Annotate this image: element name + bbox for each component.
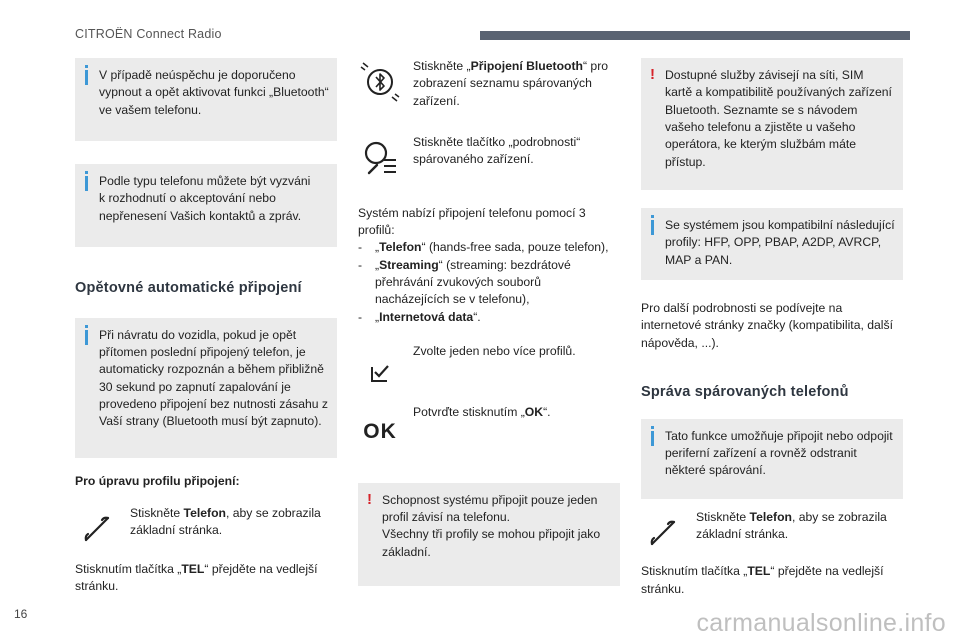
- section-heading-paired-phones: Správa spárovaných telefonů: [641, 383, 849, 400]
- paragraph-tel: Stisknutím tlačítka „TEL“ přejděte na vedlejší stránku.: [641, 564, 884, 596]
- info-box-auto-reconnect: [75, 318, 337, 458]
- page-number: 16: [14, 607, 28, 621]
- step-text: Potvrďte stisknutím „OK“.: [413, 405, 551, 420]
- ok-label: OK: [363, 420, 397, 444]
- info-box-compatible-profiles: [641, 208, 903, 280]
- step-telefon: [641, 509, 903, 544]
- step-text: Stiskněte „Připojení Bluetooth“ pro zobrazení seznamu spárovaných zařízení.: [413, 59, 609, 108]
- info-icon: [85, 330, 88, 345]
- list-item: - „Internetová data“.: [358, 309, 620, 326]
- phone-handset-icon: [641, 511, 685, 555]
- info-box-contacts: [75, 164, 337, 247]
- paragraph-more-info: Pro další podrobnosti se podívejte na internetové stránky značky (kompatibilita, další nápověda, ...).: [641, 301, 893, 350]
- info-text: Podle typu telefonu můžete být vyzváni k rozhodnutí o akceptování nebo nepřenesení Vašich kontaktů a zpráv.: [99, 174, 311, 223]
- subheading-profile: Pro úpravu profilu připojení:: [75, 473, 240, 488]
- header-bar: [480, 31, 910, 40]
- ok-icon: [358, 410, 402, 454]
- info-text: Se systémem jsou kompatibilní následující profily: HFP, OPP, PBAP, A2DP, AVRCP, MAP a PAN.: [665, 218, 895, 267]
- warning-text: Schopnost systému připojit pouze jeden profil závisí na telefonu. Všechny tři profily se mohou připojit jako základní.: [382, 492, 601, 559]
- info-text: V případě neúspěchu je doporučeno vypnout a opět aktivovat funkci „Bluetooth“ ve vašem telefonu.: [99, 68, 329, 117]
- step-text: Stiskněte Telefon, aby se zobrazila základní stránka.: [696, 509, 887, 541]
- checkbox-icon: [358, 351, 402, 395]
- info-icon: [85, 176, 88, 191]
- info-box-manage: [641, 419, 903, 499]
- step-text: Stiskněte tlačítko „podrobnosti“ spárovaného zařízení.: [413, 134, 581, 167]
- step-details: [358, 134, 620, 169]
- profiles-intro: Systém nabízí připojení telefonu pomocí 3 profilů:: [358, 205, 586, 237]
- info-icon: [651, 220, 654, 235]
- column-1: [75, 58, 337, 595]
- step-telefon: [75, 505, 337, 540]
- step-text: Stiskněte Telefon, aby se zobrazila základní stránka.: [130, 505, 321, 538]
- warning-icon: !: [367, 490, 372, 508]
- warning-text: Dostupné služby závisejí na síti, SIM kartě a kompatibilitě používaných zařízení Bluetooth. Seznamte se s návodem vašeho telefonu a zjistěte u vašeho operátora, ke kterým službám máte přístup.: [665, 68, 892, 169]
- info-text: Tato funkce umožňuje připojit nebo odpojit periferní zařízení a rovněž odstranit některé spárování.: [665, 428, 893, 478]
- info-text: Při návratu do vozidla, pokud je opět přítomen poslední připojený telefon, je automaticky rozpoznán a během přibližně 30 sekund po zapnutí zapalování je provedeno připojení bez nutnosti zásahu z Vaší strany (Bluetooth musí být zapnuto).: [99, 327, 329, 429]
- bluetooth-icon: [358, 60, 402, 104]
- info-box-bluetooth-retry: [75, 58, 337, 141]
- info-icon: [85, 70, 88, 85]
- list-item: - „Streaming“ (streaming: bezdrátové přehrávání zvukových souborů nacházejících se v telefonu),: [358, 257, 620, 309]
- info-icon: [651, 431, 654, 446]
- phone-handset-icon: [75, 507, 119, 551]
- warning-icon: !: [650, 66, 655, 83]
- section-heading-auto-reconnect: Opětovné automatické připojení: [75, 280, 302, 296]
- step-confirm-ok: [358, 404, 620, 444]
- list-item: - „Telefon“ (hands-free sada, pouze telefon),: [358, 239, 620, 256]
- details-search-icon: [358, 136, 402, 180]
- step-bluetooth-connection: [358, 58, 620, 110]
- profiles-list: [358, 239, 620, 326]
- step-text: Zvolte jeden nebo více profilů.: [413, 343, 576, 358]
- paragraph-tel: Stisknutím tlačítka „TEL“ přejděte na vedlejší stránku.: [75, 561, 318, 593]
- header-title: CITROËN Connect Radio: [75, 27, 222, 41]
- warning-box-services: [641, 58, 903, 190]
- warning-box-profile: [358, 483, 620, 586]
- watermark: carmanualsonline.info: [696, 609, 946, 637]
- column-3: [641, 58, 903, 598]
- column-2: [358, 58, 620, 586]
- step-select-profiles: [358, 343, 620, 360]
